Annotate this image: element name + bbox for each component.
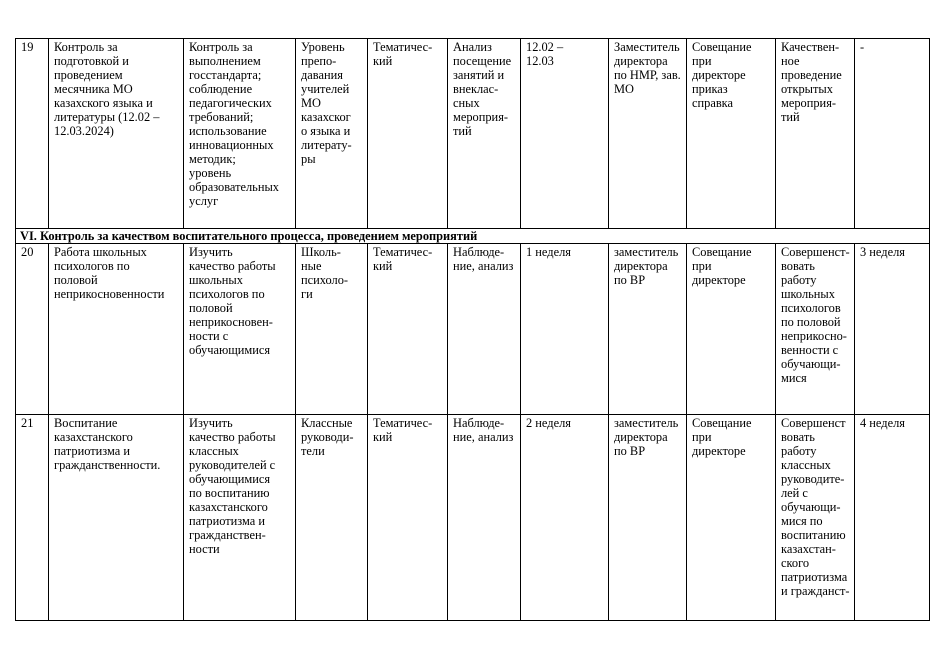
control-method-cell: Анализ посещение занятий и внеклас- сных мероприя- тий [448,39,521,229]
control-goal-cell: Контроль за выполнением госстандарта; соблюдение педагогических требований; использование инновационных методик; уровень образовательных услуг [184,39,296,229]
responsible-cell: заместитель директора по ВР [609,415,687,621]
control-object-cell: Школь- ные психоло- ги [296,244,368,415]
row-number: 21 [16,415,49,621]
control-dates-cell: 2 неделя [521,415,609,621]
control-type-cell: Тематичес- кий [368,244,448,415]
control-method-cell: Наблюде- ние, анализ [448,415,521,621]
control-goal-cell: Изучить качество работы школьных психологов по половой неприкосновен- ности с обучающимися [184,244,296,415]
control-method-cell: Наблюде- ние, анализ [448,244,521,415]
control-dates-cell: 12.02 – 12.03 [521,39,609,229]
management-decision-cell: Качествен- ное проведение открытых мероприя- тий [776,39,855,229]
secondary-control-cell: 3 неделя [855,244,930,415]
section-heading-row [16,229,930,244]
control-object-cell: Уровень препо- давания учителей МО казахског о языка и литерату- ры [296,39,368,229]
control-dates-cell: 1 неделя [521,244,609,415]
control-type-cell: Тематичес- кий [368,39,448,229]
control-subject-cell: Контроль за подготовкой и проведением месячника МО казахского языка и литературы (12.02 – 12.03.2024) [49,39,184,229]
control-plan-table [15,38,930,621]
responsible-cell: Заместитель директора по НМР, зав. МО [609,39,687,229]
responsible-cell: заместитель директора по ВР [609,244,687,415]
management-decision-cell: Совершенст вовать работу классных руководите- лей с обучающи- мися по воспитанию казахстан- ского патриотизма и гражданст- [776,415,855,621]
control-goal-cell: Изучить качество работы классных руководителей с обучающимися по воспитанию казахстанского патриотизма и гражданствен- ности [184,415,296,621]
control-type-cell: Тематичес- кий [368,415,448,621]
secondary-control-cell: 4 неделя [855,415,930,621]
table-row [16,39,930,229]
review-place-cell: Совещание при директоре приказ справка [687,39,776,229]
control-subject-cell: Работа школьных психологов по половой неприкосновенности [49,244,184,415]
table-row [16,244,930,415]
secondary-control-cell: - [855,39,930,229]
management-decision-cell: Совершенст- вовать работу школьных психологов по половой неприкосно- венности с обучающи- мися [776,244,855,415]
section-title: VI. Контроль за качеством воспитательного процесса, проведением мероприятий [16,229,930,244]
table-row [16,415,930,621]
review-place-cell: Совещание при директоре [687,415,776,621]
control-subject-cell: Воспитание казахстанского патриотизма и гражданственности. [49,415,184,621]
row-number: 19 [16,39,49,229]
control-object-cell: Классные руководи- тели [296,415,368,621]
review-place-cell: Совещание при директоре [687,244,776,415]
row-number: 20 [16,244,49,415]
